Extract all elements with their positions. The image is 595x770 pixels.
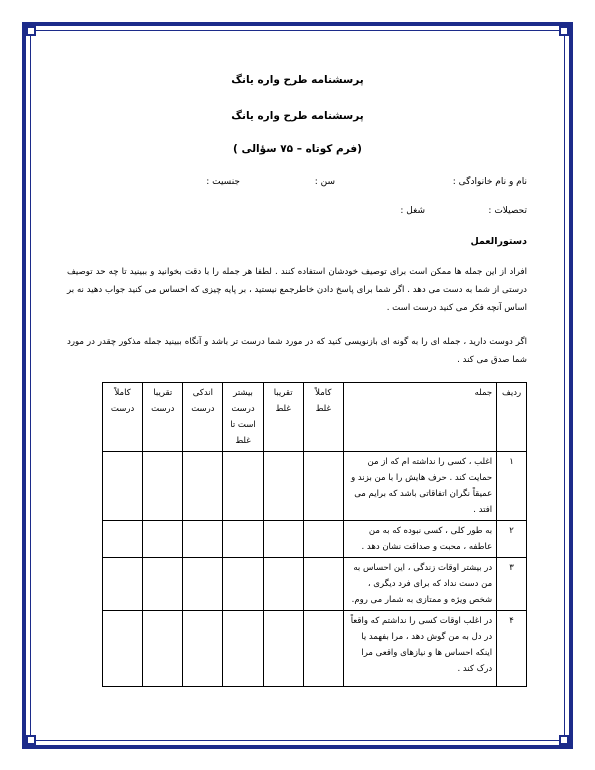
column-header-mostly-false: تقریبا غلط <box>263 383 303 452</box>
answer-cell-completely-true[interactable] <box>103 452 143 521</box>
name-field-label: نام و نام خانوادگی : <box>452 177 527 187</box>
row-sentence: اغلب ، کسی را نداشته ام که از من حمایت کند . حرف هایش را با من بزند و عمیقاً نگران اتفاقاتی باشد که برایم می افتد . <box>343 452 496 521</box>
age-field-label: سن : <box>314 177 335 187</box>
corner-ornament-top-left <box>26 26 36 36</box>
table-row <box>103 521 527 558</box>
answer-cell-completely-false[interactable] <box>303 521 343 558</box>
answer-cell-slightly-true[interactable] <box>183 452 223 521</box>
row-sentence: در بیشتر اوقات زندگی ، این احساس به من دست نداد که برای فرد دیگری ، شخص ویژه و ممتازی به شمار می روم. <box>343 558 496 611</box>
answer-cell-mostly-false[interactable] <box>263 611 303 687</box>
answer-cell-completely-true[interactable] <box>103 558 143 611</box>
answer-cell-completely-true[interactable] <box>103 521 143 558</box>
answer-cell-more-true-than-false[interactable] <box>223 452 263 521</box>
row-number: ۴ <box>497 611 527 687</box>
job-field-label: شغل : <box>400 206 425 216</box>
document-subtitle: (فرم کوتاه – ۷۵ سؤالی ) <box>233 143 362 155</box>
column-header-sentence: جمله <box>343 383 496 452</box>
instructions-heading: دستورالعمل <box>470 236 527 247</box>
answer-cell-mostly-true[interactable] <box>143 521 183 558</box>
instructions-paragraph-2: اگر دوست دارید ، جمله ای را به گونه ای بازنویسی کنید که در مورد شما درست تر باشد و آنگاه ببینید جمله مذکور چقدر در مورد شما صدق می کند . <box>67 337 527 365</box>
document-title: پرسشنامه طرح واره یانگ <box>231 74 364 86</box>
answer-cell-mostly-false[interactable] <box>263 452 303 521</box>
column-header-mostly-true: تقریبا درست <box>143 383 183 452</box>
answer-cell-mostly-true[interactable] <box>143 558 183 611</box>
answer-cell-more-true-than-false[interactable] <box>223 521 263 558</box>
answer-cell-more-true-than-false[interactable] <box>223 611 263 687</box>
education-field-label: تحصیلات : <box>488 206 527 216</box>
corner-ornament-bottom-left <box>26 735 36 745</box>
table-row <box>103 452 527 521</box>
row-number: ۱ <box>497 452 527 521</box>
gender-field-label: جنسیت : <box>206 177 240 187</box>
corner-ornament-bottom-right <box>559 735 569 745</box>
row-sentence: در اغلب اوقات کسی را نداشتم که واقعاً در دل به من گوش دهد ، مرا بفهمد یا اینکه احساس ها و نیازهای واقعی مرا درک کند . <box>343 611 496 687</box>
answer-cell-mostly-false[interactable] <box>263 521 303 558</box>
answer-cell-more-true-than-false[interactable] <box>223 558 263 611</box>
answer-cell-slightly-true[interactable] <box>183 558 223 611</box>
table-row <box>103 611 527 687</box>
table-row <box>103 558 527 611</box>
column-header-completely-false: کاملاً غلط <box>303 383 343 452</box>
questionnaire-table <box>102 382 527 687</box>
column-header-row-number: ردیف <box>497 383 527 452</box>
column-header-more-true-than-false: بیشتر درست است تا غلط <box>223 383 263 452</box>
corner-ornament-top-right <box>559 26 569 36</box>
answer-cell-completely-false[interactable] <box>303 558 343 611</box>
answer-cell-mostly-true[interactable] <box>143 611 183 687</box>
row-sentence: به طور کلی ، کسی نبوده که به من عاطفه ، محبت و صداقت نشان دهد . <box>343 521 496 558</box>
answer-cell-completely-true[interactable] <box>103 611 143 687</box>
answer-cell-mostly-false[interactable] <box>263 558 303 611</box>
answer-cell-slightly-true[interactable] <box>183 521 223 558</box>
column-header-completely-true: کاملاً درست <box>103 383 143 452</box>
answer-cell-mostly-true[interactable] <box>143 452 183 521</box>
table-header-row <box>103 383 527 452</box>
instructions-paragraph-1: افراد از این جمله ها ممکن است برای توصیف خودشان استفاده کنند . لطفا هر جمله را با دقت بخوانید و ببینید تا چه حد توصیف درستی از شما به دست می دهد . اگر شما برای پاسخ دادن خاطرجمع نیستید ، بر پایه چیزی که احساس می کنید جواب دهید نه بر اساس آنچه فکر می کنید درست است . <box>67 267 527 313</box>
column-header-slightly-true: اندکی درست <box>183 383 223 452</box>
document-title-repeat: پرسشنامه طرح واره یانگ <box>231 110 364 122</box>
answer-cell-slightly-true[interactable] <box>183 611 223 687</box>
row-number: ۳ <box>497 558 527 611</box>
row-number: ۲ <box>497 521 527 558</box>
answer-cell-completely-false[interactable] <box>303 611 343 687</box>
answer-cell-completely-false[interactable] <box>303 452 343 521</box>
